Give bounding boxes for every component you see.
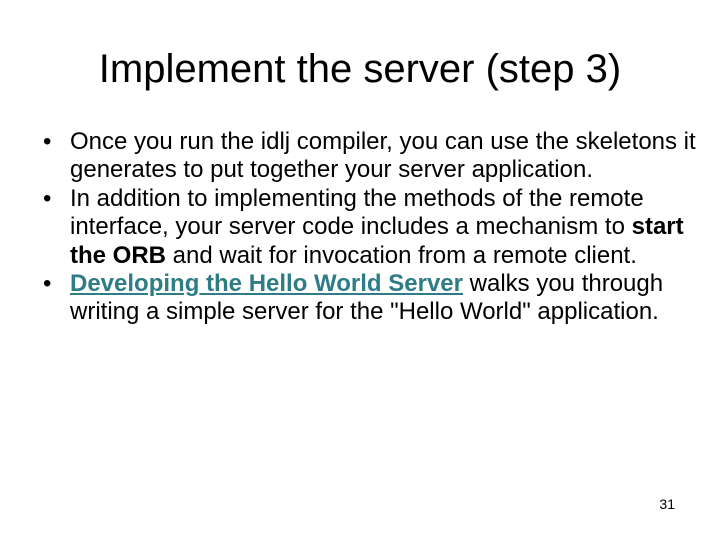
bullet-icon: • <box>43 128 52 155</box>
bullet-icon: • <box>43 270 52 298</box>
bullet-icon: • <box>43 184 52 212</box>
bullet-text-tail: walks you through writing a simple server for the "Hello World" application. <box>70 270 664 326</box>
bullet-emphasis-start-orb: start the ORB <box>70 213 684 269</box>
bullet-text: Once you run the idlj compiler, you can use the skeletons it generates to put together your server application. <box>70 128 696 184</box>
bullet-item-orb <box>40 185 700 270</box>
hello-world-server-link[interactable]: Developing the Hello World Server <box>70 270 463 298</box>
bullet-item-hello-world <box>40 270 700 327</box>
bullet-item-idlj <box>40 128 700 185</box>
bullet-list <box>40 128 700 327</box>
slide-title: Implement the server (step 3) <box>98 47 622 91</box>
bullet-text: In addition to implementing the methods of the remote interface, your server code includes a mechanism to <box>70 184 644 241</box>
page-number: 31 <box>659 496 675 512</box>
bullet-text-tail: and wait for invocation from a remote client. <box>166 241 637 269</box>
